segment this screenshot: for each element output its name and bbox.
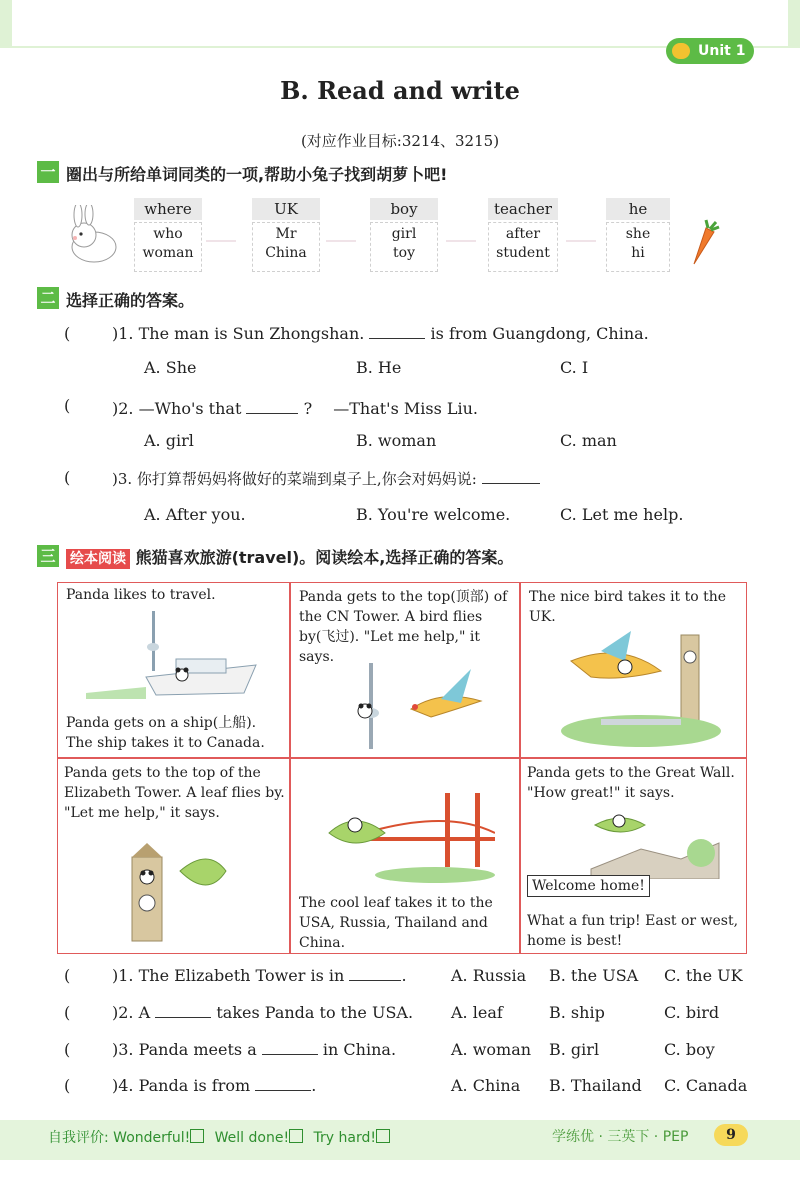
word-option[interactable]: China bbox=[265, 245, 307, 261]
target-note: (对应作业目标:3214、3215) bbox=[300, 132, 500, 150]
word-group-5 bbox=[606, 198, 670, 272]
option-a[interactable]: A. She bbox=[144, 358, 197, 377]
self-eval-label: 自我评价: bbox=[48, 1130, 109, 1146]
answer-blank[interactable] bbox=[246, 399, 298, 414]
option-c[interactable]: C. the UK bbox=[664, 966, 743, 985]
rabbit-icon bbox=[62, 205, 122, 267]
option-a[interactable]: A. woman bbox=[451, 1040, 532, 1059]
option-c[interactable]: C. Canada bbox=[664, 1076, 748, 1095]
self-evaluation bbox=[48, 1127, 396, 1147]
answer-paren[interactable]: ( bbox=[64, 1076, 71, 1095]
word-option[interactable]: toy bbox=[393, 245, 415, 261]
path-connector bbox=[446, 240, 476, 242]
question-1 bbox=[112, 324, 649, 343]
panel-text: Panda gets on a ship(上船). The ship takes it to Canada. bbox=[66, 715, 265, 751]
panel-text: What a fun trip! East or west, home is best! bbox=[527, 913, 739, 949]
word-group-3 bbox=[370, 198, 438, 272]
word-group-1 bbox=[134, 198, 202, 272]
word-group-head: he bbox=[606, 198, 670, 220]
question-text: )3. 你打算帮妈妈将做好的菜端到桌子上,你会对妈妈说: bbox=[112, 470, 477, 488]
answer-blank[interactable] bbox=[262, 1040, 318, 1055]
question-text: . bbox=[311, 1076, 317, 1095]
option-a[interactable]: A. China bbox=[451, 1076, 521, 1095]
option-b[interactable]: B. girl bbox=[549, 1040, 600, 1059]
page-number: 9 bbox=[714, 1124, 748, 1146]
comic-strip bbox=[57, 582, 747, 954]
path-connector bbox=[566, 240, 596, 242]
great-wall-illustration bbox=[581, 809, 721, 879]
section-3-instruction: 熊猫喜欢旅游(travel)。阅读绘本,选择正确的答案。 bbox=[135, 548, 514, 567]
panel-text: Panda likes to travel. bbox=[66, 587, 216, 603]
word-option[interactable]: student bbox=[496, 245, 550, 261]
elizabeth-tower-leaf-illustration bbox=[108, 843, 248, 943]
welcome-sign: Welcome home! bbox=[527, 875, 650, 897]
rating-wonderful: Wonderful! bbox=[113, 1130, 191, 1146]
unit-label: Unit 1 bbox=[698, 43, 746, 59]
option-c[interactable]: C. Let me help. bbox=[560, 505, 684, 524]
word-option[interactable]: hi bbox=[631, 245, 645, 261]
section-2-number: 二 bbox=[37, 287, 59, 309]
answer-paren[interactable]: ( bbox=[64, 1003, 71, 1022]
reading-question-2 bbox=[112, 1003, 413, 1022]
section-3-number: 三 bbox=[37, 545, 59, 567]
comic-panel-6 bbox=[520, 758, 747, 954]
question-text: )2. —Who's that bbox=[112, 399, 242, 418]
unit-icon bbox=[672, 43, 690, 59]
checkbox[interactable] bbox=[376, 1129, 390, 1143]
answer-paren[interactable]: ( bbox=[64, 1040, 71, 1059]
comic-panel-5 bbox=[290, 758, 520, 954]
cn-tower-bird-illustration bbox=[341, 659, 511, 751]
option-c[interactable]: C. I bbox=[560, 358, 589, 377]
page-title: B. Read and write bbox=[280, 76, 520, 105]
panel-text: Panda gets to the Great Wall. "How great!" it says. bbox=[527, 765, 735, 801]
question-2 bbox=[112, 396, 478, 419]
comic-panel-1 bbox=[57, 582, 290, 758]
word-group-head: teacher bbox=[488, 198, 558, 220]
question-text: ? —That's Miss Liu. bbox=[303, 399, 479, 418]
question-text: )1. The Elizabeth Tower is in bbox=[112, 966, 345, 985]
option-c[interactable]: C. boy bbox=[664, 1040, 715, 1059]
option-c[interactable]: C. bird bbox=[664, 1003, 720, 1022]
word-group-head: UK bbox=[252, 198, 320, 220]
section-1-instruction: 圈出与所给单词同类的一项,帮助小兔子找到胡萝卜吧! bbox=[66, 165, 448, 184]
uk-bird-illustration bbox=[561, 631, 731, 747]
question-text: in China. bbox=[322, 1040, 397, 1059]
comic-panel-3 bbox=[520, 582, 747, 758]
option-b[interactable]: B. woman bbox=[356, 431, 437, 450]
comic-panel-2 bbox=[290, 582, 520, 758]
ship-illustration bbox=[86, 607, 266, 703]
reading-question-1 bbox=[112, 966, 407, 985]
panel-text: Panda gets to the top(顶部) of the CN Tower. A bird flies by(飞过). "Let me help," it says. bbox=[299, 589, 508, 665]
answer-blank[interactable] bbox=[349, 966, 401, 981]
checkbox[interactable] bbox=[289, 1129, 303, 1143]
option-b[interactable]: B. the USA bbox=[549, 966, 639, 985]
section-3-header bbox=[66, 545, 513, 569]
carrot-icon bbox=[684, 218, 720, 268]
option-b[interactable]: B. ship bbox=[549, 1003, 605, 1022]
word-group-4 bbox=[488, 198, 558, 272]
answer-blank[interactable] bbox=[155, 1003, 211, 1018]
option-b[interactable]: B. Thailand bbox=[549, 1076, 642, 1095]
word-option[interactable]: after bbox=[505, 226, 541, 242]
question-text: )4. Panda is from bbox=[112, 1076, 251, 1095]
unit-badge bbox=[666, 38, 754, 64]
bridge-leaf-illustration bbox=[325, 789, 495, 885]
panel-text: Panda gets to the top of the Elizabeth Tower. A leaf flies by. "Let me help," it says. bbox=[64, 765, 285, 821]
question-3 bbox=[112, 468, 540, 489]
rating-well-done: Well done! bbox=[214, 1130, 290, 1146]
reading-question-3 bbox=[112, 1040, 396, 1059]
path-connector bbox=[206, 240, 236, 242]
question-text: is from Guangdong, China. bbox=[430, 324, 649, 343]
answer-blank[interactable] bbox=[369, 324, 425, 339]
word-group-2 bbox=[252, 198, 320, 272]
question-text: )2. A bbox=[112, 1003, 151, 1022]
rating-try-hard: Try hard! bbox=[313, 1130, 376, 1146]
answer-paren[interactable]: ( bbox=[64, 396, 71, 415]
section-1-number: 一 bbox=[37, 161, 59, 183]
word-option[interactable]: girl bbox=[391, 226, 417, 242]
path-connector bbox=[326, 240, 356, 242]
option-a[interactable]: A. After you. bbox=[144, 505, 246, 524]
answer-paren[interactable]: ( bbox=[64, 468, 71, 487]
question-text: )1. The man is Sun Zhongshan. bbox=[112, 324, 365, 343]
word-option[interactable]: woman bbox=[142, 245, 194, 261]
answer-paren[interactable]: ( bbox=[64, 324, 71, 343]
panel-text: The cool leaf takes it to the USA, Russia, Thailand and China. bbox=[299, 895, 493, 951]
picture-book-tag: 绘本阅读 bbox=[66, 549, 130, 569]
answer-paren[interactable]: ( bbox=[64, 966, 71, 985]
option-b[interactable]: B. You're welcome. bbox=[356, 505, 511, 524]
word-group-head: boy bbox=[370, 198, 438, 220]
panel-text: The nice bird takes it to the UK. bbox=[529, 589, 727, 625]
answer-blank[interactable] bbox=[482, 469, 540, 484]
word-option[interactable]: she bbox=[625, 226, 651, 242]
word-group-head: where bbox=[134, 198, 202, 220]
reading-question-4 bbox=[112, 1076, 316, 1095]
option-c[interactable]: C. man bbox=[560, 431, 617, 450]
question-text: takes Panda to the USA. bbox=[216, 1003, 414, 1022]
option-b[interactable]: B. He bbox=[356, 358, 402, 377]
option-a[interactable]: A. Russia bbox=[451, 966, 527, 985]
option-a[interactable]: A. leaf bbox=[451, 1003, 503, 1022]
section-2-instruction: 选择正确的答案。 bbox=[66, 291, 195, 310]
word-option[interactable]: Mr bbox=[275, 226, 297, 242]
word-option[interactable]: who bbox=[153, 226, 183, 242]
book-info: 学练优 · 三英下 · PEP bbox=[552, 1129, 689, 1145]
checkbox[interactable] bbox=[190, 1129, 204, 1143]
question-text: )3. Panda meets a bbox=[112, 1040, 257, 1059]
option-a[interactable]: A. girl bbox=[144, 431, 194, 450]
answer-blank[interactable] bbox=[255, 1076, 311, 1091]
comic-panel-4 bbox=[57, 758, 290, 954]
question-text: . bbox=[401, 966, 407, 985]
